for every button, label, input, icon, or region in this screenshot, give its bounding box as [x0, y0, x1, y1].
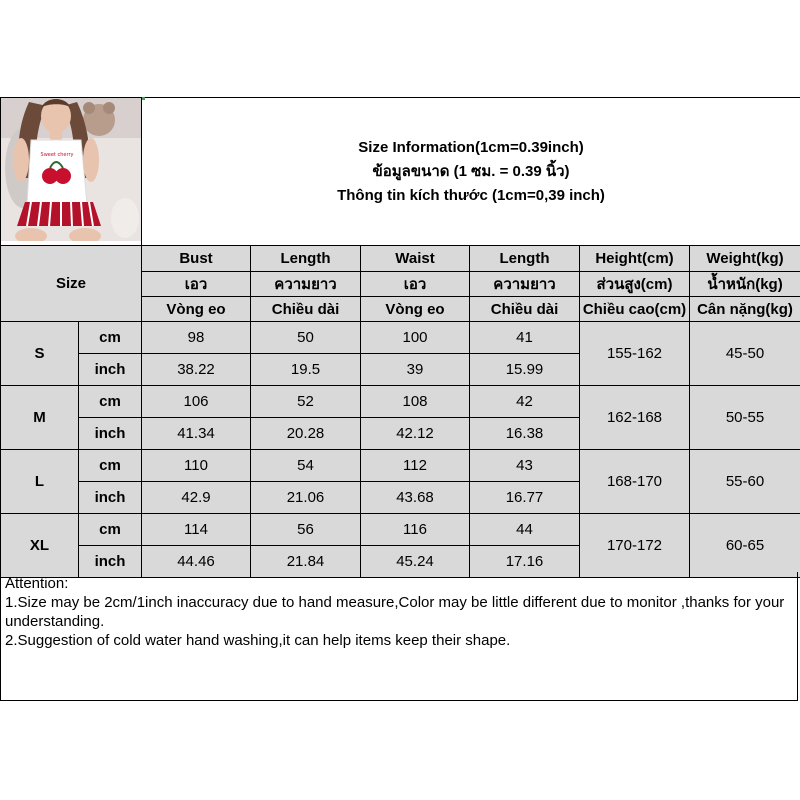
table-cell: 42.12 — [361, 418, 470, 450]
product-photo — [1, 98, 142, 246]
table-cell: 114 — [142, 514, 251, 546]
table-cell: 52 — [251, 386, 361, 418]
attention-notes — [0, 572, 798, 701]
col-header-length2-en: Length — [470, 246, 580, 272]
pajama-model-image — [1, 98, 142, 241]
unit-label-inch: inch — [79, 418, 142, 450]
table-cell: 116 — [361, 514, 470, 546]
size-label-l: L — [1, 450, 79, 514]
col-header-waist-vi: Vòng eo — [361, 297, 470, 322]
col-header-length-en: Length — [251, 246, 361, 272]
col-header-height-th: ส่วนสูง(cm) — [580, 272, 690, 297]
col-header-waist-en: Waist — [361, 246, 470, 272]
table-cell: 44.46 — [142, 546, 251, 578]
weight-range-l: 55-60 — [690, 450, 800, 514]
table-cell: 43.68 — [361, 482, 470, 514]
table-row-m-cm — [1, 386, 800, 418]
size-label-xl: XL — [1, 514, 79, 578]
col-header-length2-th: ความยาว — [470, 272, 580, 297]
col-header-weight-th: น้ำหนัก(kg) — [690, 272, 800, 297]
table-cell: 45.24 — [361, 546, 470, 578]
table-cell: 100 — [361, 322, 470, 354]
unit-label-cm: cm — [79, 514, 142, 546]
table-cell: 112 — [361, 450, 470, 482]
table-cell: 19.5 — [251, 354, 361, 386]
table-cell: 20.28 — [251, 418, 361, 450]
table-cell: 17.16 — [470, 546, 580, 578]
size-label-m: M — [1, 386, 79, 450]
weight-range-s: 45-50 — [690, 322, 800, 386]
table-cell: 106 — [142, 386, 251, 418]
table-cell: 108 — [361, 386, 470, 418]
table-row-xl-cm — [1, 514, 800, 546]
unit-label-cm: cm — [79, 322, 142, 354]
col-header-bust-th: เอว — [142, 272, 251, 297]
table-cell: 50 — [251, 322, 361, 354]
table-cell: 44 — [470, 514, 580, 546]
height-range-l: 168-170 — [580, 450, 690, 514]
height-range-m: 162-168 — [580, 386, 690, 450]
weight-range-m: 50-55 — [690, 386, 800, 450]
unit-label-inch: inch — [79, 354, 142, 386]
size-title: Size — [1, 246, 142, 322]
table-cell: 21.06 — [251, 482, 361, 514]
info-line-english: Size Information(1cm=0.39inch) — [358, 138, 584, 156]
info-line-thai: ข้อมูลขนาด (1 ซม. = 0.39 นิ้ว) — [372, 162, 570, 180]
weight-range-xl: 60-65 — [690, 514, 800, 578]
table-cell: 56 — [251, 514, 361, 546]
col-header-height-en: Height(cm) — [580, 246, 690, 272]
table-row-s-cm — [1, 322, 800, 354]
notes-item-2: 2.Suggestion of cold water hand washing,it can help items keep their shape. — [5, 632, 511, 649]
size-label-s: S — [1, 322, 79, 386]
unit-label-inch: inch — [79, 546, 142, 578]
table-cell: 16.38 — [470, 418, 580, 450]
col-header-weight-vi: Cân nặng(kg) — [690, 297, 800, 322]
table-cell: 16.77 — [470, 482, 580, 514]
size-chart — [0, 97, 800, 578]
unit-label-cm: cm — [79, 450, 142, 482]
height-range-s: 155-162 — [580, 322, 690, 386]
table-cell: 110 — [142, 450, 251, 482]
table-cell: 39 — [361, 354, 470, 386]
table-cell: 38.22 — [142, 354, 251, 386]
table-cell: 21.84 — [251, 546, 361, 578]
shirt-print-text: Sweet cherry — [40, 152, 74, 158]
height-range-xl: 170-172 — [580, 514, 690, 578]
col-header-height-vi: Chiều cao(cm) — [580, 297, 690, 322]
col-header-weight-en: Weight(kg) — [690, 246, 800, 272]
table-cell: 43 — [470, 450, 580, 482]
unit-label-inch: inch — [79, 482, 142, 514]
info-line-vietnamese: Thông tin kích thước (1cm=0,39 inch) — [337, 186, 605, 204]
table-cell: 54 — [251, 450, 361, 482]
size-table — [0, 97, 800, 578]
table-cell: 41 — [470, 322, 580, 354]
table-cell: 42 — [470, 386, 580, 418]
size-info-header — [142, 98, 800, 246]
col-header-length-vi: Chiều dài — [251, 297, 361, 322]
table-row-l-cm — [1, 450, 800, 482]
col-header-length-th: ความยาว — [251, 272, 361, 297]
col-header-waist-th: เอว — [361, 272, 470, 297]
corner-marker — [142, 97, 145, 100]
col-header-bust-vi: Vòng eo — [142, 297, 251, 322]
col-header-bust-en: Bust — [142, 246, 251, 272]
table-cell: 42.9 — [142, 482, 251, 514]
notes-item-1: 1.Size may be 2cm/1inch inaccuracy due to hand measure,Color may be little different due to monitor ,thanks for your understanding. — [5, 594, 785, 630]
table-cell: 41.34 — [142, 418, 251, 450]
notes-title: Attention: — [5, 575, 69, 592]
table-cell: 98 — [142, 322, 251, 354]
table-cell: 15.99 — [470, 354, 580, 386]
unit-label-cm: cm — [79, 386, 142, 418]
col-header-length2-vi: Chiều dài — [470, 297, 580, 322]
